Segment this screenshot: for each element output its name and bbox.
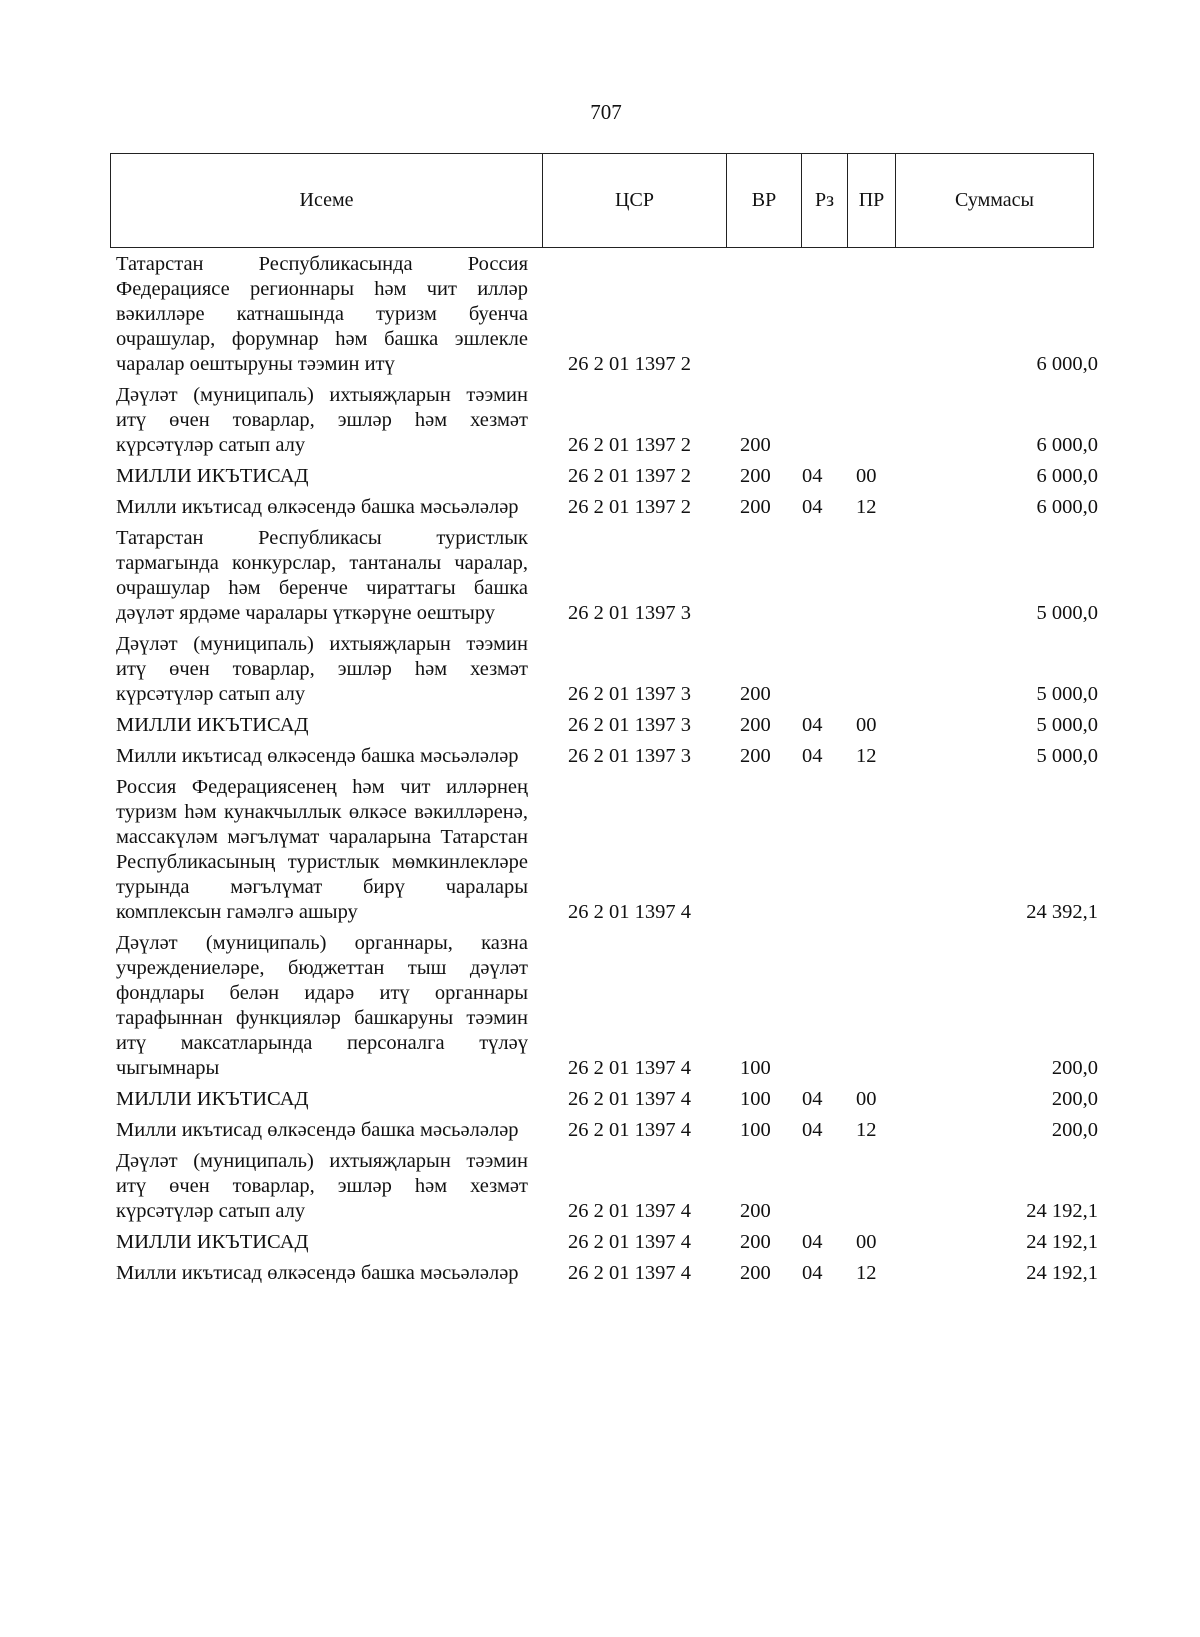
cell-csr: 26 2 01 1397 2 xyxy=(568,353,691,375)
cell-rz xyxy=(788,252,840,377)
cell-name: Россия Федерациясенең һәм чит илләрнең туризм һәм кунакчыллык өлкәсе вәкилләренә, массакүләм мәгълүмат чараларына Татарстан Республикасының туристлык мөмкинлекләре турында мәгълүмат бирү чаралары комплексын гамәлгә ашыру xyxy=(116,776,528,923)
table-row xyxy=(116,1081,1098,1112)
table-row xyxy=(116,1224,1098,1255)
cell-rz xyxy=(788,769,840,925)
cell-rz: 04 xyxy=(802,714,823,736)
cell-rz: 04 xyxy=(802,1231,823,1253)
page-number: 707 xyxy=(590,100,622,124)
cell-csr: 26 2 01 1397 3 xyxy=(568,745,691,767)
table-row xyxy=(116,738,1098,769)
cell-name: МИЛЛИ ИКЪТИСАД xyxy=(116,714,309,736)
table-header xyxy=(110,153,1094,248)
cell-sum: 6 000,0 xyxy=(1036,434,1098,456)
cell-vr: 200 xyxy=(740,434,771,456)
cell-name: Дәүләт (муниципаль) ихтыяҗларын тәэмин итү өчен товарлар, эшләр һәм хезмәт күрсәтүләр сатып алу xyxy=(116,1150,528,1222)
table-row xyxy=(116,1255,1098,1286)
header-rz: Рз xyxy=(802,154,848,248)
cell-vr xyxy=(722,252,788,377)
cell-name: Милли икътисад өлкәсендә башка мәсьәләләр xyxy=(116,745,519,767)
cell-pr: 00 xyxy=(856,465,877,487)
cell-vr: 200 xyxy=(740,745,771,767)
cell-sum: 5 000,0 xyxy=(1036,602,1098,624)
cell-sum: 200,0 xyxy=(1051,1057,1098,1079)
cell-sum: 200,0 xyxy=(1051,1119,1098,1141)
cell-rz xyxy=(788,520,840,626)
cell-sum: 24 192,1 xyxy=(1026,1262,1098,1284)
cell-vr: 200 xyxy=(740,496,771,518)
cell-pr: 12 xyxy=(856,745,877,767)
cell-csr: 26 2 01 1397 3 xyxy=(568,602,691,624)
cell-sum: 5 000,0 xyxy=(1036,714,1098,736)
table-row xyxy=(116,252,1098,377)
cell-vr: 200 xyxy=(740,465,771,487)
cell-name: Дәүләт (муниципаль) ихтыяҗларын тәэмин итү өчен товарлар, эшләр һәм хезмәт күрсәтүләр сатып алу xyxy=(116,633,528,705)
cell-sum: 6 000,0 xyxy=(1036,496,1098,518)
cell-vr xyxy=(722,769,788,925)
cell-rz: 04 xyxy=(802,1088,823,1110)
table-row xyxy=(116,489,1098,520)
cell-pr: 00 xyxy=(856,1088,877,1110)
table-row xyxy=(116,769,1098,925)
cell-csr: 26 2 01 1397 3 xyxy=(568,683,691,705)
table-row xyxy=(116,925,1098,1081)
header-pr: ПР xyxy=(848,154,896,248)
header-csr: ЦСР xyxy=(543,154,727,248)
cell-name: Милли икътисад өлкәсендә башка мәсьәләләр xyxy=(116,496,519,518)
cell-name: Милли икътисад өлкәсендә башка мәсьәләләр xyxy=(116,1262,519,1284)
cell-csr: 26 2 01 1397 3 xyxy=(568,714,691,736)
cell-name: МИЛЛИ ИКЪТИСАД xyxy=(116,1231,309,1253)
cell-pr xyxy=(840,769,892,925)
cell-sum: 24 192,1 xyxy=(1026,1231,1098,1253)
cell-vr: 200 xyxy=(740,1200,771,1222)
cell-vr: 200 xyxy=(740,714,771,736)
table-row xyxy=(116,707,1098,738)
table-body xyxy=(116,252,1098,1286)
cell-name: Дәүләт (муниципаль) органнары, казна учреждениеләре, бюджеттан тыш дәүләт фондлары белән идарә итү органнары тарафыннан функцияләр башкаруны тәэмин итү максатларында персоналга түләү чыгымнары xyxy=(116,932,528,1079)
header-sum: Суммасы xyxy=(896,154,1094,248)
cell-csr: 26 2 01 1397 4 xyxy=(568,1088,691,1110)
cell-pr xyxy=(840,1143,892,1224)
cell-pr: 12 xyxy=(856,1262,877,1284)
cell-rz: 04 xyxy=(802,465,823,487)
cell-vr: 100 xyxy=(740,1088,771,1110)
cell-csr: 26 2 01 1397 4 xyxy=(568,901,691,923)
cell-rz xyxy=(788,377,840,458)
cell-sum: 24 392,1 xyxy=(1026,901,1098,923)
header-name: Исеме xyxy=(111,154,543,248)
cell-csr: 26 2 01 1397 4 xyxy=(568,1262,691,1284)
cell-name: МИЛЛИ ИКЪТИСАД xyxy=(116,1088,309,1110)
cell-vr: 200 xyxy=(740,1231,771,1253)
table-row xyxy=(116,1143,1098,1224)
cell-pr xyxy=(840,377,892,458)
cell-name: МИЛЛИ ИКЪТИСАД xyxy=(116,465,309,487)
cell-sum: 5 000,0 xyxy=(1036,745,1098,767)
table-row xyxy=(116,520,1098,626)
cell-rz xyxy=(788,1143,840,1224)
cell-csr: 26 2 01 1397 2 xyxy=(568,496,691,518)
header-vr: ВР xyxy=(727,154,802,248)
cell-pr xyxy=(840,925,892,1081)
cell-sum: 6 000,0 xyxy=(1036,353,1098,375)
cell-rz: 04 xyxy=(802,745,823,767)
cell-csr: 26 2 01 1397 4 xyxy=(568,1119,691,1141)
cell-csr: 26 2 01 1397 2 xyxy=(568,434,691,456)
cell-csr: 26 2 01 1397 4 xyxy=(568,1200,691,1222)
cell-csr: 26 2 01 1397 4 xyxy=(568,1057,691,1079)
cell-pr xyxy=(840,626,892,707)
cell-rz: 04 xyxy=(802,1262,823,1284)
cell-rz xyxy=(788,626,840,707)
cell-rz: 04 xyxy=(802,1119,823,1141)
table-row xyxy=(116,458,1098,489)
cell-name: Милли икътисад өлкәсендә башка мәсьәләләр xyxy=(116,1119,519,1141)
cell-csr: 26 2 01 1397 4 xyxy=(568,1231,691,1253)
cell-vr: 200 xyxy=(740,683,771,705)
table-row xyxy=(116,377,1098,458)
cell-vr: 100 xyxy=(740,1119,771,1141)
cell-pr: 00 xyxy=(856,714,877,736)
cell-rz xyxy=(788,925,840,1081)
cell-sum: 5 000,0 xyxy=(1036,683,1098,705)
cell-vr: 200 xyxy=(740,1262,771,1284)
cell-sum: 6 000,0 xyxy=(1036,465,1098,487)
table-row xyxy=(116,626,1098,707)
cell-sum: 200,0 xyxy=(1051,1088,1098,1110)
cell-pr: 12 xyxy=(856,1119,877,1141)
header-row xyxy=(111,154,1094,248)
budget-table xyxy=(116,252,1098,1286)
cell-pr xyxy=(840,520,892,626)
cell-pr: 12 xyxy=(856,496,877,518)
table-row xyxy=(116,1112,1098,1143)
cell-name: Дәүләт (муниципаль) ихтыяҗларын тәэмин итү өчен товарлар, эшләр һәм хезмәт күрсәтүләр сатып алу xyxy=(116,384,528,456)
cell-rz: 04 xyxy=(802,496,823,518)
cell-vr xyxy=(722,520,788,626)
cell-pr: 00 xyxy=(856,1231,877,1253)
cell-name: Татарстан Республикасында Россия Федерациясе регионнары һәм чит илләр вәкилләре катнашында туризм буенча очрашулар, форумнар һәм башка эшлекле чаралар оештыруны тәэмин итү xyxy=(116,253,528,375)
cell-name: Татарстан Республикасы туристлык тармагында конкурслар, тантаналы чаралар, очрашулар һәм беренче чираттагы башка дәүләт ярдәме чаралары үткәрүне оештыру xyxy=(116,527,528,624)
cell-pr xyxy=(840,252,892,377)
cell-csr: 26 2 01 1397 2 xyxy=(568,465,691,487)
cell-sum: 24 192,1 xyxy=(1026,1200,1098,1222)
cell-vr: 100 xyxy=(740,1057,771,1079)
